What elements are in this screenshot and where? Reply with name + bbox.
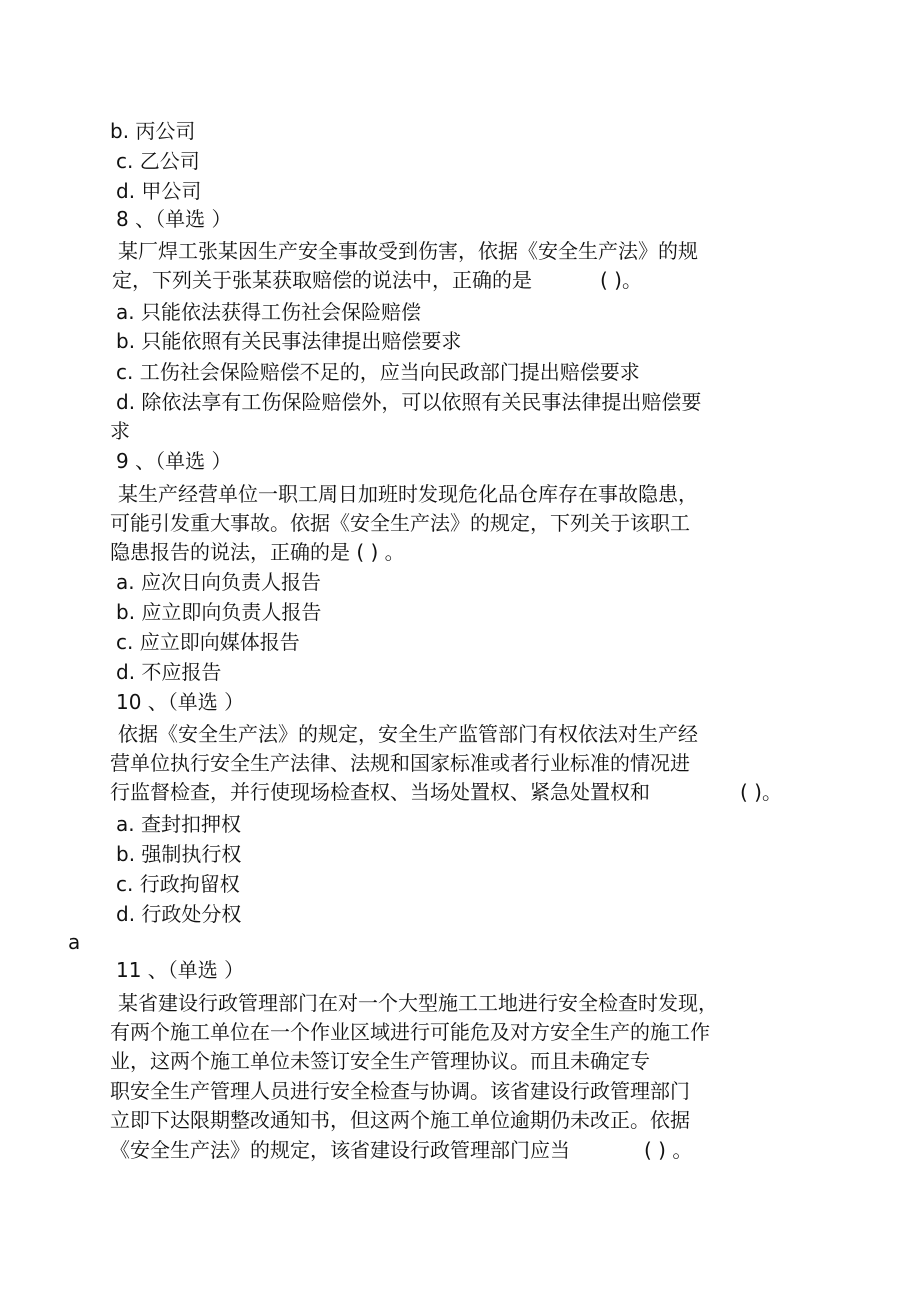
q10-answer-blank: ( )。 — [740, 780, 782, 804]
q10-stem-line-2: 营单位执行安全生产法律、法规和国家标准或者行业标准的情况进 — [110, 751, 690, 775]
q9-option-a: a. 应次日向负责人报告 — [116, 570, 321, 594]
q7-option-d: d. 甲公司 — [116, 179, 202, 203]
q10-option-a: a. 查封扣押权 — [116, 812, 241, 836]
q10-header: 10 、（单选 ） — [116, 690, 245, 714]
q11-stem-line-3: 业，这两个施工单位未签订安全生产管理协议。而且未确定专 — [110, 1049, 650, 1073]
q11-answer-blank: ( ) 。 — [644, 1138, 693, 1162]
q10-option-d: d. 行政处分权 — [116, 902, 242, 926]
q9-option-c: c. 应立即向媒体报告 — [116, 630, 300, 654]
q10-stem-line-1: 依据《安全生产法》的规定，安全生产监管部门有权依法对生产经 — [118, 722, 698, 746]
q9-stem-line-1: 某生产经营单位一职工周日加班时发现危化品仓库存在事故隐患， — [118, 482, 698, 506]
q8-option-d-wrap: 求 — [110, 419, 130, 443]
q10-answer: a — [68, 930, 81, 954]
q7-option-c: c. 乙公司 — [116, 149, 200, 173]
q11-stem-line-4: 职安全生产管理人员进行安全检查与协调。该省建设行政管理部门 — [110, 1079, 690, 1103]
q8-option-d: d. 除依法享有工伤保险赔偿外，可以依照有关民事法律提出赔偿要 — [116, 390, 702, 414]
q11-header: 11 、（单选 ） — [116, 958, 245, 982]
q10-option-b: b. 强制执行权 — [116, 842, 242, 866]
q8-option-c: c. 工伤社会保险赔偿不足的，应当向民政部门提出赔偿要求 — [116, 360, 640, 384]
q8-stem-line-1: 某厂焊工张某因生产安全事故受到伤害，依据《安全生产法》的规 — [118, 239, 698, 263]
q9-option-d: d. 不应报告 — [116, 660, 222, 684]
q8-answer-blank: ( )。 — [600, 268, 642, 292]
q9-option-b: b. 应立即向负责人报告 — [116, 600, 322, 624]
q10-stem-line-3: 行监督检查，并行使现场检查权、当场处置权、紧急处置权和 — [110, 780, 650, 804]
q8-option-a: a. 只能依法获得工伤社会保险赔偿 — [116, 300, 421, 324]
q9-stem-line-3: 隐患报告的说法，正确的是 ( ) 。 — [110, 540, 405, 564]
q9-header: 9 、（单选 ） — [116, 449, 232, 473]
q9-stem-line-2: 可能引发重大事故。依据《安全生产法》的规定，下列关于该职工 — [110, 511, 690, 535]
q11-stem-line-1: 某省建设行政管理部门在对一个大型施工工地进行安全检查时发现， — [118, 991, 718, 1015]
q11-stem-line-6: 《安全生产法》的规定，该省建设行政管理部门应当 — [110, 1138, 570, 1162]
q11-stem-line-2: 有两个施工单位在一个作业区域进行可能危及对方安全生产的施工作 — [110, 1020, 710, 1044]
q11-stem-line-5: 立即下达限期整改通知书，但这两个施工单位逾期仍未改正。依据 — [110, 1108, 690, 1132]
q8-option-b: b. 只能依照有关民事法律提出赔偿要求 — [116, 329, 462, 353]
q10-option-c: c. 行政拘留权 — [116, 872, 240, 896]
q8-stem-line-2: 定，下列关于张某获取赔偿的说法中，正确的是 — [112, 268, 532, 292]
q7-option-b: b. 丙公司 — [110, 119, 196, 143]
q8-header: 8 、（单选 ） — [116, 207, 232, 231]
